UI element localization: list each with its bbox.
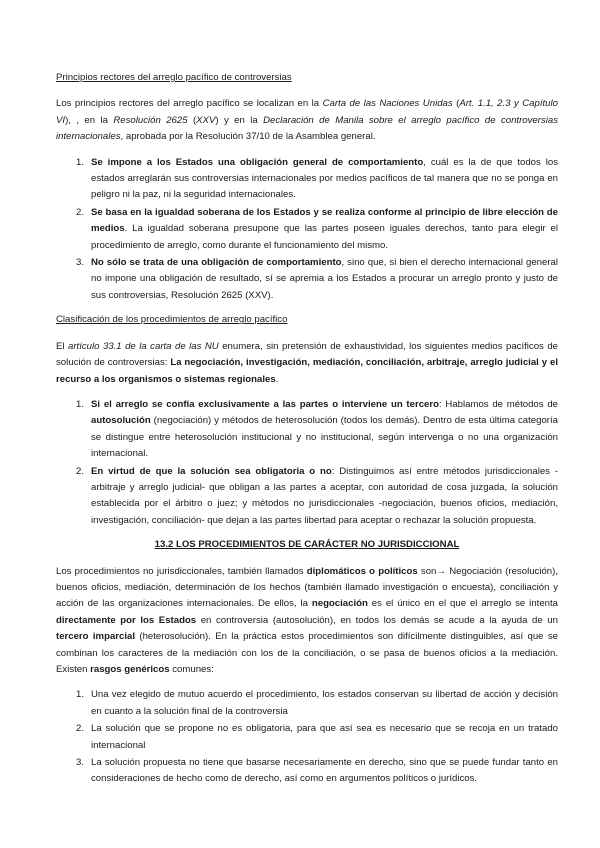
text-run: en controversia (autosolución), en todos los demás se acude a la ayuda de un xyxy=(196,614,558,626)
italic-run: artículo 33.1 de la carta de las NU xyxy=(68,340,219,352)
bold-run: autosolución xyxy=(91,415,151,427)
text-run: La solución que se propone no es obligatoria, para que así sea es necesario que se recoja en un tratado internacional xyxy=(91,723,558,751)
text-run: . xyxy=(275,373,279,385)
text-run: ) y en la xyxy=(215,114,264,126)
list-number: 1. xyxy=(76,156,85,168)
bold-run: negociación xyxy=(311,598,368,610)
list-number: 2. xyxy=(76,206,85,218)
section3-paragraph xyxy=(56,564,558,679)
list-item xyxy=(56,397,558,463)
section1-intro-paragraph xyxy=(56,96,558,145)
text-run: La solución propuesta no tiene que basarse necesariamente en derecho, sino que se puede fundar tanto en consideraciones de hecho como de derecho, así como en argumentos políticos o jurídicos. xyxy=(91,757,558,785)
bold-run: En virtud de que la solución sea obligatoria o no xyxy=(91,465,332,477)
list-item xyxy=(56,464,558,530)
list-number: 1. xyxy=(76,689,85,701)
italic-run: Art. 1.1, 2.3 y Capítulo VI xyxy=(56,98,558,126)
list-number: 2. xyxy=(76,465,85,477)
generic-traits-list xyxy=(56,687,558,787)
text-run: Los procedimientos no jurisdiccionales, también llamados xyxy=(56,565,307,577)
list-item xyxy=(56,755,558,788)
text-run: ( xyxy=(187,114,197,126)
text-run: , aprobada por la Resolución 37/10 de la Asamblea general. xyxy=(120,131,376,143)
text-run: (heterosolución). En la práctica estos procedimientos son difícilmente distinguibles, así que se combinan los caracteres de la mediación con los de la conciliación, o se pasa de buenos oficios a la mediación. Existen xyxy=(56,631,558,675)
principles-list xyxy=(56,155,558,305)
list-item xyxy=(56,205,558,254)
text-run: Los principios rectores del arreglo pacífico se localizan en la xyxy=(56,98,323,110)
text-run: (negociación) y métodos de heterosolución (todos los demás). Dentro de esta última categoría se distingue entre heterosolución institucional y no institucional, según intervenga o no una organización internacional. xyxy=(91,415,558,460)
section-heading-clasificacion: Clasificación de los procedimientos de arreglo pacífico xyxy=(56,314,288,326)
text-run: , sino que, si bien el derecho internacional general no impone una obligación de resultado, sí se apremia a los Estados a procurar un arreglo pronto y justo de sus controversias, Resolución 2625 (XXV). xyxy=(91,257,558,301)
section-heading-principios: Principios rectores del arreglo pacífico de controversias xyxy=(56,72,292,83)
text-run: , cuál es la de que todos los estados arreglarán sus controversias internacionales por medios pacíficos de tal manera que no se ponga en peligro ni la paz, ni la seguridad internacionales. xyxy=(91,156,559,201)
text-run: son→ Negociación (resolución), buenos oficios, mediación, determinación de los hechos (también llamado investigación o encuesta), conciliación y acción de las organizaciones internacionales. De ellos, la xyxy=(56,565,558,610)
bold-run: tercero imparcial xyxy=(56,631,136,643)
italic-run: Carta de las Naciones Unidas xyxy=(322,98,453,110)
list-item xyxy=(56,721,558,754)
italic-run: XXV xyxy=(196,114,216,126)
list-item xyxy=(56,687,558,720)
text-run: Una vez elegido de mutuo acuerdo el procedimiento, los estados conservan su libertad de acción y decisión en cuanto a la solución final de la controversia xyxy=(91,689,558,717)
italic-run: Declaración de Manila sobre el arreglo pacífico de controversias internacionales xyxy=(56,114,558,143)
bold-run: diplomáticos o políticos xyxy=(306,565,418,577)
bold-run: Si el arreglo se confía exclusivamente a las partes o interviene un tercero xyxy=(91,398,439,410)
bold-run: Se basa en la igualdad soberana de los Estados y se realiza conforme al principio de libre elección de medios xyxy=(91,206,558,235)
bold-run: rasgos genéricos xyxy=(90,664,170,675)
text-run: ), , en la xyxy=(65,114,114,126)
list-number: 3. xyxy=(76,757,85,769)
section2-intro-paragraph xyxy=(56,339,558,388)
bold-run: La negociación, investigación, mediación, conciliación, arbitraje, arreglo judicial y el recurso a los organismos o sistemas regionales xyxy=(56,357,558,385)
list-number: 3. xyxy=(76,257,85,269)
bold-run: directamente por los Estados xyxy=(56,614,197,626)
italic-run: Resolución 2625 xyxy=(113,114,188,126)
section-heading-no-jurisdiccional: 13.2 LOS PROCEDIMIENTOS DE CARÁCTER NO JURISDICCIONAL xyxy=(154,539,460,551)
text-run: . La igualdad soberana presupone que las partes poseen iguales derechos, tanto para elegir el procedimiento de arreglo, como durante el funcionamiento del mismo. xyxy=(91,223,558,251)
text-run: comunes: xyxy=(169,664,214,675)
text-run: ( xyxy=(452,98,460,110)
text-run: : Hablamos de métodos de xyxy=(438,398,558,410)
classification-list xyxy=(56,397,558,529)
list-number: 1. xyxy=(76,398,85,410)
text-run: El xyxy=(56,340,69,352)
bold-run: No sólo se trata de una obligación de comportamiento xyxy=(91,257,342,269)
document-page xyxy=(56,70,558,796)
text-run: es el único en el que el arreglo se intenta xyxy=(367,598,558,610)
bold-run: Se impone a los Estados una obligación general de comportamiento xyxy=(91,156,424,168)
list-item xyxy=(56,155,558,204)
list-item xyxy=(56,255,558,304)
text-run: : Distinguimos así entre métodos jurisdiccionales -arbitraje y arreglo judicial- que obligan a las partes a aceptar, con autoridad de cosa juzgada, la solución establecida por el árbitro o juez; y métodos no jurisdiccionales -negociación, buenos oficios, mediación, investigación, conciliación- que dejan a las partes libertad para aceptar o rechazar la solución propuesta. xyxy=(91,465,558,526)
text-run: enumera, sin pretensión de exhaustividad, los siguientes medios pacíficos de solución de controversias: xyxy=(56,340,558,369)
list-number: 2. xyxy=(76,723,85,735)
